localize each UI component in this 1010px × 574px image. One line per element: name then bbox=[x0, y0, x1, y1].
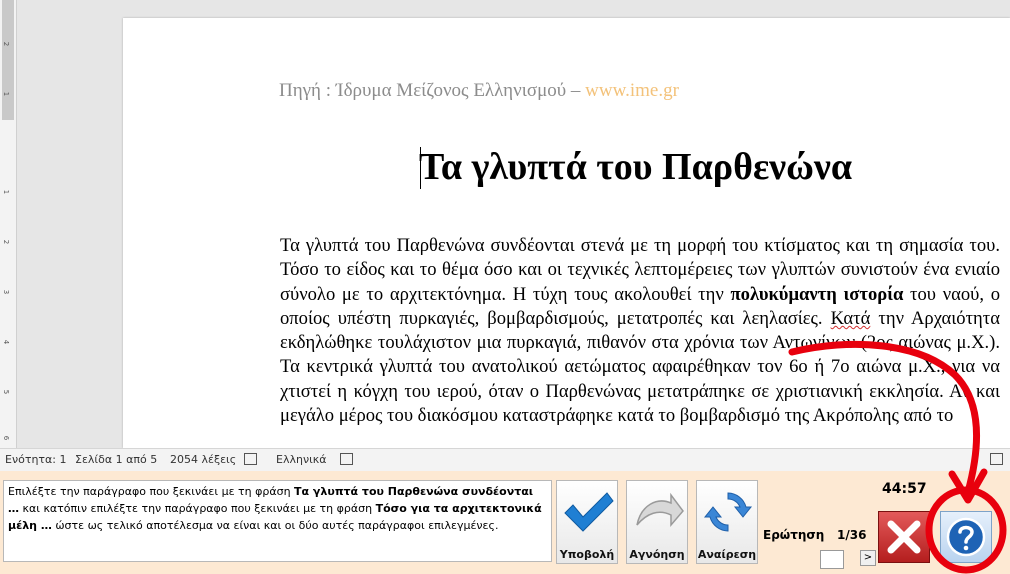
task-text: ώστε ως τελικό αποτέλεσμα να είναι και οι δύο αυτές παράγραφοι επιλεγμένες. bbox=[51, 519, 499, 532]
question-number: 1/36 bbox=[837, 528, 867, 542]
ruler-tick: 1 bbox=[2, 189, 11, 195]
paragraph-text: την Αρχαιότητα εκδηλώθηκε τουλάχιστον μια πυρκαγιά, πιθανόν στα χρόνια των Αντωνίνων (2ος αιώνας μ.Χ.). Τα κεντρικά γλυπτά του ανατολικού αετώματος αφαιρέθηκαν τον 6ο ή 7ο αιώνα μ.Χ., για να χτιστεί η κόγχη του ιερού, όταν ο Παρθενώνας μετατράπηκε σε χριστιανική εκκλησία. Αν και μεγάλο μέρος του διακόσμου καταστράφηκε κατά το βομβαρδισμό της Ακρόπολης από το bbox=[280, 307, 1000, 427]
paragraph-1[interactable] bbox=[280, 234, 1000, 428]
exam-panel bbox=[0, 471, 1010, 574]
ruler-tick: 2 bbox=[2, 239, 11, 245]
help-button[interactable] bbox=[940, 511, 992, 563]
ruler-tick: 2 bbox=[2, 41, 11, 47]
paragraph-bold-text: πολυκύμαντη ιστορία bbox=[730, 283, 904, 305]
status-bar bbox=[0, 448, 1010, 471]
ruler-tick: 6 bbox=[2, 435, 11, 441]
submit-label: Υποβολή bbox=[559, 548, 615, 561]
source-link[interactable]: www.ime.gr bbox=[585, 80, 679, 101]
close-icon bbox=[879, 512, 929, 562]
spelling-underlined-word: Κατά bbox=[830, 307, 871, 329]
paragraph-text: Τα γλυπτά του Παρθενώνα συνδέονται στενά με τη μορφή του κτίσματος και τη σημασία του. Τόσο το είδος και το θέμα όσο και οι τεχνικές λεπτομέρειες των γλυπτών συνιστούν ένα ενιαίο σύνολο με το αρχιτεκτόνημα. Η τύχη τους ακολουθεί την bbox=[280, 235, 1000, 305]
vertical-ruler bbox=[0, 0, 17, 448]
undo-button[interactable] bbox=[696, 480, 758, 564]
timer: 44:57 bbox=[882, 481, 927, 497]
paragraph-text: του ναού, ο οποίος υπέστη πυρκαγιές, βομβαρδισμούς, μετατροπές και λεηλασίες. bbox=[280, 283, 1000, 329]
refresh-icon bbox=[701, 487, 755, 537]
read-mode-icon[interactable] bbox=[990, 453, 1003, 465]
document-title[interactable]: Τα γλυπτά του Παρθενώνα bbox=[419, 146, 853, 188]
close-button[interactable] bbox=[878, 511, 930, 563]
undo-label: Αναίρεση bbox=[697, 548, 757, 561]
status-page[interactable]: Σελίδα 1 από 5 bbox=[75, 453, 158, 466]
checkmark-icon bbox=[561, 487, 615, 537]
task-phrase-1: Τα γλυπτά του Παρθενώνα συνδέονται … bbox=[8, 485, 534, 515]
ruler-margin-shade bbox=[2, 0, 14, 120]
ruler-tick: 1 bbox=[2, 91, 11, 97]
task-text: και κατόπιν επιλέξτε την παράγραφο που ξεκινάει με τη φράση bbox=[19, 502, 376, 515]
submit-button[interactable] bbox=[556, 480, 618, 564]
proofing-icon[interactable] bbox=[244, 453, 257, 465]
ruler-tick: 5 bbox=[2, 389, 11, 395]
document-page[interactable] bbox=[123, 18, 1010, 448]
source-line bbox=[279, 80, 679, 102]
ruler-tick: 3 bbox=[2, 289, 11, 295]
question-label: Ερώτηση bbox=[763, 528, 825, 542]
ignore-label: Αγνόηση bbox=[629, 548, 685, 561]
ruler-tick: 4 bbox=[2, 339, 11, 345]
status-language[interactable]: Ελληνικά bbox=[276, 453, 327, 466]
source-prefix: Πηγή : Ίδρυμα Μείζονος Ελληνισμού – bbox=[279, 80, 586, 101]
task-text: Επιλέξτε την παράγραφο που ξεκινάει με τη φράση bbox=[8, 485, 295, 498]
status-word-count[interactable]: 2054 λέξεις bbox=[170, 453, 237, 466]
status-section[interactable]: Ενότητα: 1 bbox=[5, 453, 67, 466]
task-phrase-2: Τόσο για τα αρχιτεκτονικά μέλη … bbox=[8, 502, 542, 532]
skip-arrow-icon bbox=[631, 487, 685, 537]
question-jump-input[interactable] bbox=[820, 550, 844, 569]
task-instructions bbox=[3, 480, 552, 562]
next-question-button[interactable]: > bbox=[860, 550, 876, 566]
help-icon bbox=[941, 512, 991, 562]
ignore-button[interactable] bbox=[626, 480, 688, 564]
macro-icon[interactable] bbox=[340, 453, 353, 465]
